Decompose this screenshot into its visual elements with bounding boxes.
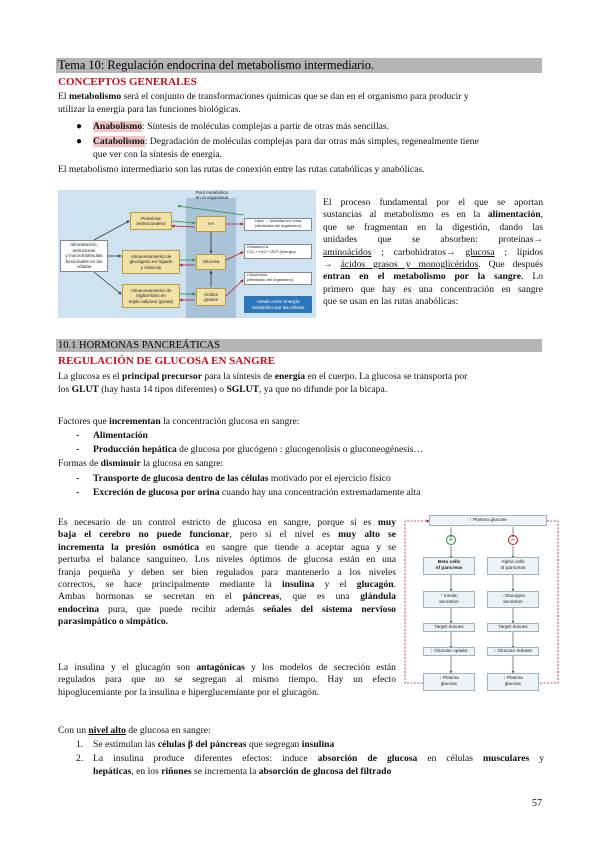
diagram-arrows [58,190,316,318]
section-title-hormonas: 10.1 HORMONAS PANCREÁTICAS [56,339,542,352]
section-heading-regulacion: REGULACIÓN DE GLUCOSA EN SANGRE [58,355,275,367]
box-plasma-glucose-top: ↑ Plasma glucose [429,515,547,526]
bullet-dot: ● [76,136,83,147]
list-item-excrecion: Excreción de glucosa por orina cuando hay una concentración extremadamente alta [93,487,421,498]
paragraph-antagonicas: La insulina y el glucagón son antagónicas y los modelos de secreción están regulados para que no se segregan al mismo tiempo. Hay un efecto hipoglucemiante por la insulina e hiperglucemiante por el glucagón. [58,662,396,698]
box-plasma-glucose-1: ↓ Plasma glucose [423,673,475,691]
plus-sign: + [446,535,456,545]
box-target-tissues-2: Target tissues [487,623,539,632]
pool-label: Pool metabólico en el organismo [195,190,229,201]
box-aa: AA [196,216,226,232]
section-heading-conceptos: CONCEPTOS GENERALES [58,76,197,88]
paragraph-disminuir: Formas de disminuir la glucosa en sangre: [58,458,224,469]
list-number: 2. [76,753,84,764]
paragraph-control: Es necesario de un control estricto de glucosa en sangre, porque si es muy baja el cerebro no puede funcionar, pero si el nivel es muy alto se incrementa la presión osmótica en sangre que tiende a aceptar agua y se perturba el balance sanguíneo. Los niveles óptimos de glucosa están en una franja pequeña y deben ser bien regulados para mantenerlo a los niveles correctos, se hace principalmente mediante la insulina y el glucagón. Ambas hormonas se secretan en el páncreas, que es una glándula endocrina pura, que puede recibir además señales del sistema nervioso parasimpático o simpático. [58,517,397,628]
box-trigliceridos: Almacenamiento de triglicéridos en tejido adiposo (grasa) [122,284,180,308]
dash-marker: - [76,430,80,441]
paragraph-glucosa: La glucosa es el principal precursor para la síntesis de energía en el cuerpo. La glucosa se transporta por los GLUT (hay hasta 14 tipos diferentes) o SGLUT, ya que no difunde por la bicapa. [58,371,468,395]
list-item-anabolismo: Anabolismo: Síntesis de moléculas complejas a partir de otras más sencillas. [93,121,390,132]
box-glucose-release: ↓ Glucose release [487,647,539,656]
box-glucogeno: Almacenamiento de glucógeno en hígado y músculo [122,250,180,274]
box-conversion: Conversión (eliminado del organismo) [244,272,312,285]
dash-marker: - [76,473,80,484]
paragraph-metabolismo: El metabolismo será el conjunto de transformaciones químicas que se dan en el organismo para producir y utilizar la energía para las funciones biológicas. [58,91,469,115]
paragraph-intermediario: El metabolismo intermediario son las rutas de conexión entre las rutas catabólicas y anabólicas. [58,164,425,175]
metabolism-diagram [58,190,316,318]
box-target-tissues-1: Target tissues [423,623,475,632]
dash-marker: - [76,444,80,455]
box-beta-cells: Beta cells of pancreas [423,557,475,575]
term-metabolismo: metabolismo [68,91,122,102]
chapter-title: Tema 10: Regulación endocrina del metabolismo intermediario. [56,58,542,73]
left-label: Alimentación, estructuras y macromoléculas funcionales en las células [60,240,108,272]
box-proteinas: Proteínas (estructurales) [130,212,172,230]
box-glucagon-secretion: ↓ Glucagon secretion [487,591,539,608]
glucose-regulation-diagram [411,513,558,691]
box-acidos-grasos: Ácidos grasos [196,288,226,306]
minus-sign: − [508,535,518,545]
list-item-catabolismo: Catabolismo: Degradación de moléculas complejas para dar otras más simples, regenealmente tiene que ver con la síntesis de energía. [93,136,479,160]
box-glucose-uptake: ↑ Glucose uptake [423,647,475,656]
paragraph-alimentacion: El proceso fundamental por el que se aportan sustancias al metabolismo es en la alimentación, que se fragmentan en la digestión, dando las unidades que se absorben: proteínas→ aminoácidos ; carbohidratos→ glucosa ; lípidos → ácidos grasos y monoglicéridos. Que después entran en el metabolismo por la sangre. Lo primero que hay es una concentración en sangre que se usan en las rutas anabólicas: [323,197,544,308]
box-glucosa: Glucosa [196,254,226,270]
page-number: 57 [532,798,542,809]
box-alpha-cells: Alpha cells of pancreas [487,557,539,575]
list-number: 1. [76,739,84,750]
list-item-produccion: Producción hepática de glucosa por glucógeno : glucogenolisis o gluconeogénesis… [93,444,423,455]
box-urea: Urea → toxicidad en orina (eliminada del organismo) [244,218,312,231]
box-energia: Usado como energía metabólica por las células [244,296,312,313]
box-plasma-glucose-2: ↓ Plasma glucose [487,673,539,691]
paragraph-nivel-alto: Con un nivel alto de glucosa en sangre: [58,725,211,736]
paragraph-factores: Factores que incrementan la concentración glucosa en sangre: [58,416,300,427]
list-item-transporte: Transporte de glucosa dentro de las células motivado por el ejercicio físico [93,473,391,484]
list-item-efectos-insulina: La insulina produce diferentes efectos: induce absorción de glucosa en células musculares y hepáticas, en los riñones se incrementa la absorción de glucosa del filtrado [93,753,545,777]
box-insulin-secretion: ↑ Insulin secretion [423,591,475,608]
list-item-alimentacion: Alimentación [93,430,148,441]
box-oxidacion: Oxidación a CO₂ + H₂O + ATP (energía) [244,244,312,259]
bullet-dot: ● [76,121,83,132]
dash-marker: - [76,487,80,498]
list-item-celulas-beta: Se estimulan las células β del páncreas que segregan insulina [93,739,335,750]
